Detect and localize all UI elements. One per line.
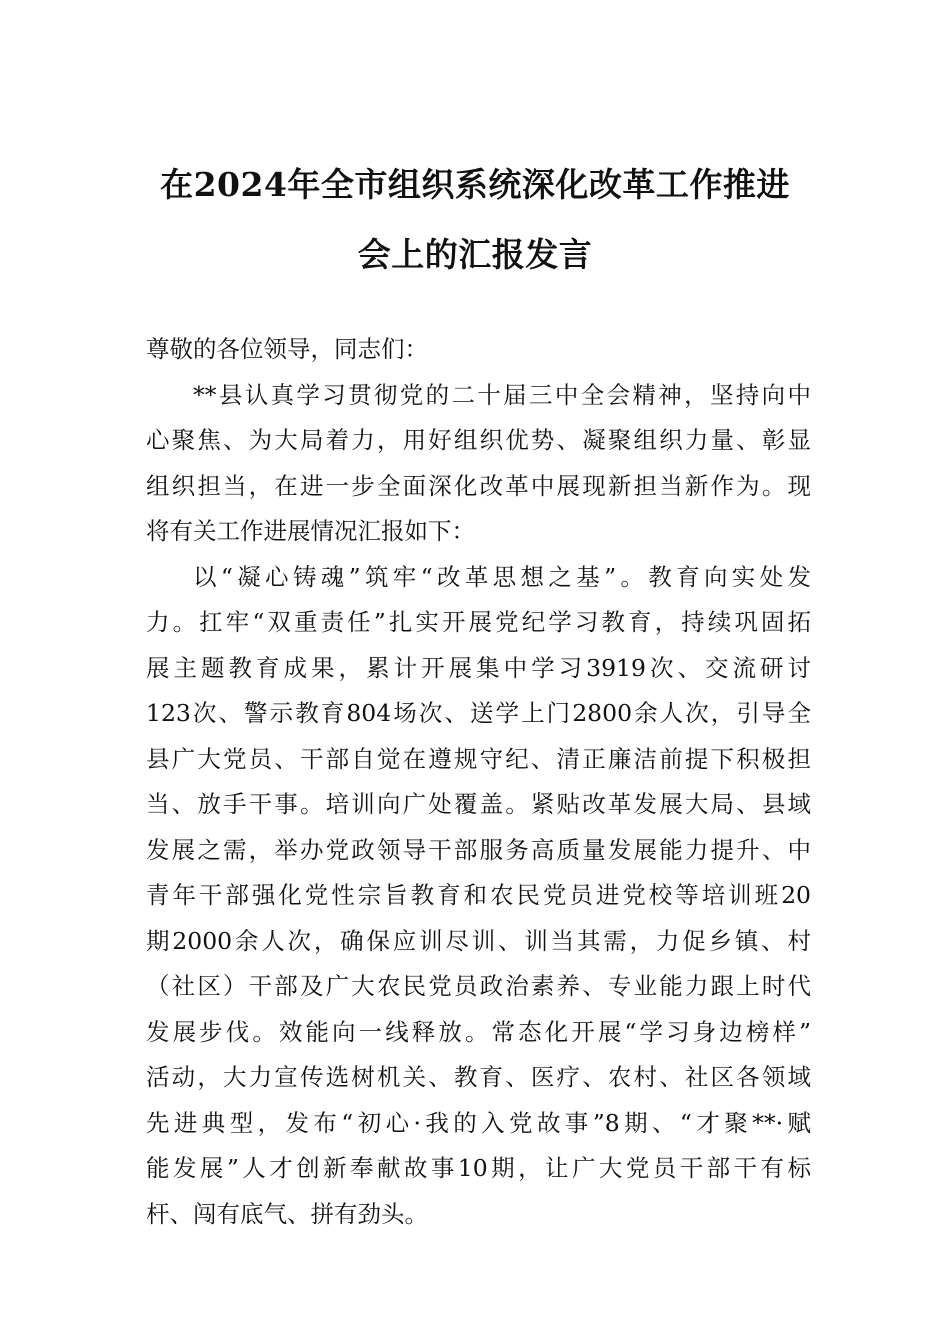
title-line: 在2024年全市组织系统深化改革工作推进 (160, 165, 790, 204)
paragraph-line: 123次、警示教育804场次、送学上门2800余人次，引导全 (146, 699, 811, 727)
paragraph-line: 当、放手干事。培训向广处覆盖。紧贴改革发展大局、县域 (146, 790, 811, 818)
paragraph-line: 发展步伐。效能向一线释放。常态化开展“学习身边榜样” (146, 1017, 811, 1046)
paragraph-line: 将有关工作进展情况汇报如下： (146, 517, 475, 545)
salutation: 尊敬的各位领导，同志们： (146, 335, 428, 363)
paragraph-line: 期2000余人次，确保应训尽训、训当其需，力促乡镇、村 (146, 926, 811, 955)
paragraph-line: 青年干部强化党性宗旨教育和农民党员进党校等培训班20 (146, 881, 811, 909)
paragraph-line: 力。扛牢“双重责任”扎实开展党纪学习教育，持续巩固拓 (146, 608, 811, 636)
paragraph-line: 县广大党员、干部自觉在遵规守纪、清正廉洁前提下积极担 (146, 744, 811, 773)
paragraph-line: **县认真学习贯彻党的二十届三中全会精神，坚持向中 (193, 380, 811, 409)
paragraph-line: 心聚焦、为大局着力，用好组织优势、凝聚组织力量、彰显 (146, 426, 811, 454)
paragraph-line: 发展之需，举办党政领导干部服务高质量发展能力提升、中 (146, 835, 811, 864)
title-line: 会上的汇报发言 (357, 235, 593, 274)
paragraph-line: （社区）干部及广大农民党员政治素养、专业能力跟上时代 (146, 972, 811, 1000)
paragraph-line: 先进典型，发布“初心·我的入党故事”8期、“才聚**·赋 (146, 1108, 811, 1137)
paragraph-line: 杆、闯有底气、拼有劲头。 (146, 1199, 428, 1228)
document-body (146, 327, 811, 1237)
paragraph-line: 以“凝心铸魂”筑牢“改革思想之基”。教育向实处发 (193, 562, 811, 591)
document-title (140, 150, 810, 290)
paragraph-line: 能发展”人才创新奉献故事10期，让广大党员干部干有标 (146, 1154, 811, 1182)
paragraph-line: 展主题教育成果，累计开展集中学习3919次、交流研讨 (146, 653, 811, 682)
paragraph-line: 组织担当，在进一步全面深化改革中展现新担当新作为。现 (146, 471, 811, 500)
paragraph-line: 活动，大力宣传选树机关、教育、医疗、农村、社区各领域 (146, 1063, 811, 1091)
